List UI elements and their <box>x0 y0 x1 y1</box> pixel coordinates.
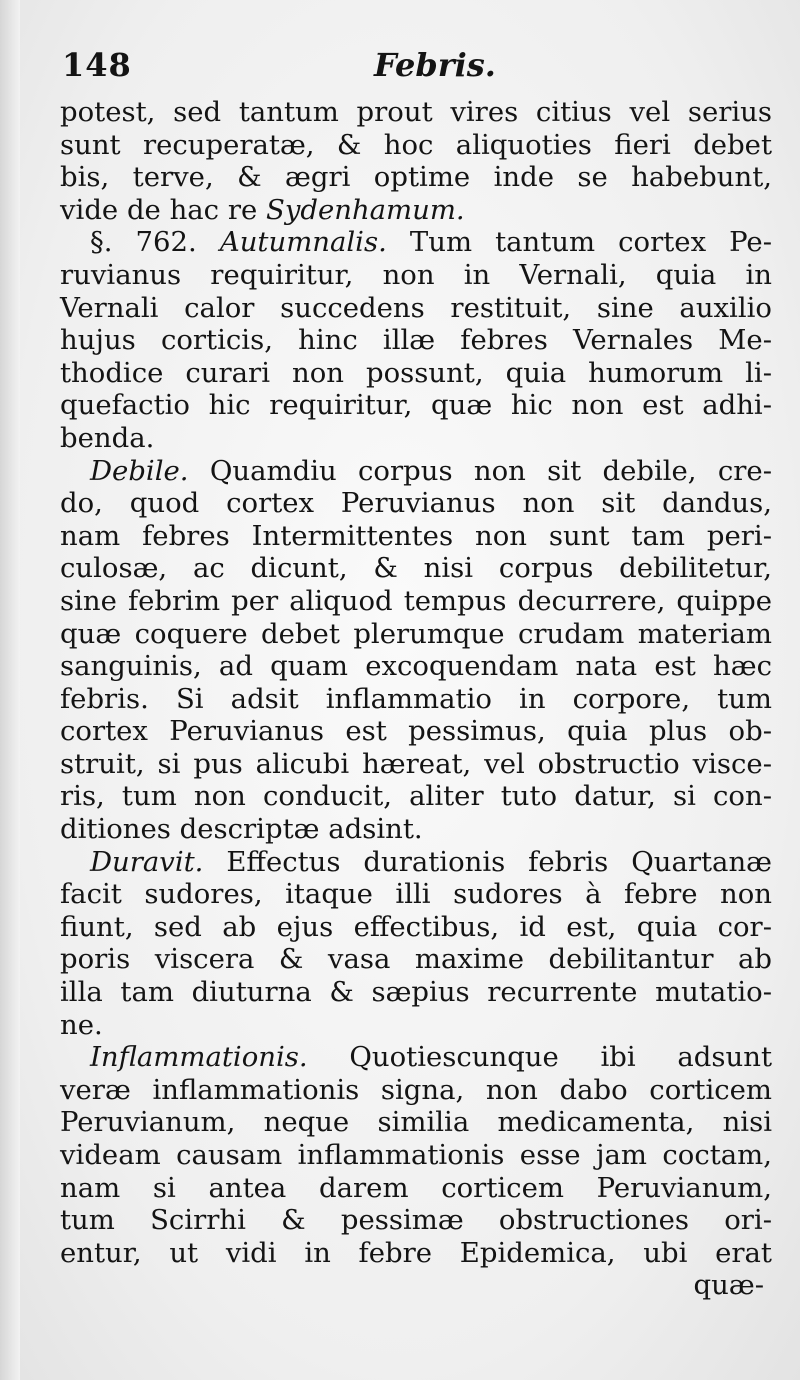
text-line: ris, tum non conducit, aliter tuto datur, si con- <box>60 780 772 813</box>
text-line: do, quod cortex Peruvianus non sit dandus, <box>60 487 772 520</box>
text-line: Inflammationis. Quotiescunque ibi adsunt <box>90 1041 772 1074</box>
page-number: 148 <box>62 46 132 84</box>
text-line: nam si antea darem corticem Peruvianum, <box>60 1171 772 1204</box>
text-line: illa tam diuturna & sæpius recurrente mutatio- <box>60 976 772 1009</box>
text-line: benda. <box>60 421 155 454</box>
text-line: quefactio hic requiritur, quæ hic non est adhi- <box>60 389 772 422</box>
section-heading: Duravit. <box>90 845 204 878</box>
text-line: quæ coquere debet plerumque crudam materiam <box>60 617 772 650</box>
page-gutter-shadow <box>0 0 20 1380</box>
section-number: §. 762. <box>90 226 220 259</box>
text-line: vide de hac re Sydenhamum. <box>60 193 465 226</box>
text-line: Duravit. Effectus durationis febris Quartanæ <box>90 845 772 878</box>
text-line: entur, ut vidi in febre Epidemica, ubi erat <box>60 1236 772 1269</box>
section-heading: Debile. <box>90 454 189 487</box>
catchword: quæ- <box>693 1269 764 1302</box>
text-line: veræ inflammationis signa, non dabo corticem <box>60 1073 772 1106</box>
text-line: culosæ, ac dicunt, & nisi corpus debilitetur, <box>60 552 772 585</box>
text-line: videam causam inflammationis esse jam coctam, <box>60 1139 772 1171</box>
text-line: ne. <box>60 1008 103 1041</box>
text-line: cortex Peruvianus est pessimus, quia plus ob- <box>60 715 772 748</box>
text-line: fiunt, sed ab ejus effectibus, id est, quia cor- <box>60 910 772 943</box>
body-text <box>60 96 772 1302</box>
text-line: ditiones descriptæ adsint. <box>60 813 423 846</box>
page-header <box>62 46 722 86</box>
text-line: sine febrim per aliquod tempus decurrere, quippe <box>60 584 772 617</box>
text-line: facit sudores, itaque illi sudores à febre non <box>60 878 772 911</box>
text-line: sunt recuperatæ, & hoc aliquoties fieri debet <box>60 128 772 161</box>
text-line: hujus corticis, hinc illæ febres Vernales Me- <box>60 324 772 357</box>
text-line: struit, si pus alicubi hæreat, vel obstructio visce- <box>60 747 772 780</box>
text-line: tum Scirrhi & pessimæ obstructiones ori- <box>60 1204 772 1237</box>
text-line: thodice curari non possunt, quia humorum li- <box>60 356 772 389</box>
author-reference: Sydenhamum. <box>265 193 465 226</box>
text-line: ruvianus requiritur, non in Vernali, quia in <box>60 258 772 291</box>
text-line: Debile. Quamdiu corpus non sit debile, cre- <box>90 454 772 487</box>
text-line: bis, terve, & ægri optime inde se habebunt, <box>60 161 772 194</box>
text-line: poris viscera & vasa maxime debilitantur ab <box>60 943 772 976</box>
text-line: Vernali calor succedens restituit, sine auxilio <box>60 291 772 324</box>
text-line: febris. Si adsit inflammatio in corpore, tum <box>60 682 772 715</box>
text-line: potest, sed tantum prout vires citius vel serius <box>60 96 772 128</box>
section-heading: Autumnalis. <box>219 226 387 259</box>
section-heading: Inflammationis. <box>90 1041 308 1074</box>
running-title: Febris. <box>374 46 496 84</box>
text-line: §. 762. Autumnalis. Tum tantum cortex Pe- <box>90 226 772 259</box>
text-line: sanguinis, ad quam excoquendam nata est hæc <box>60 650 772 683</box>
text-line: Peruvianum, neque similia medicamenta, nisi <box>60 1106 772 1139</box>
text-line: nam febres Intermittentes non sunt tam peri- <box>60 519 772 552</box>
